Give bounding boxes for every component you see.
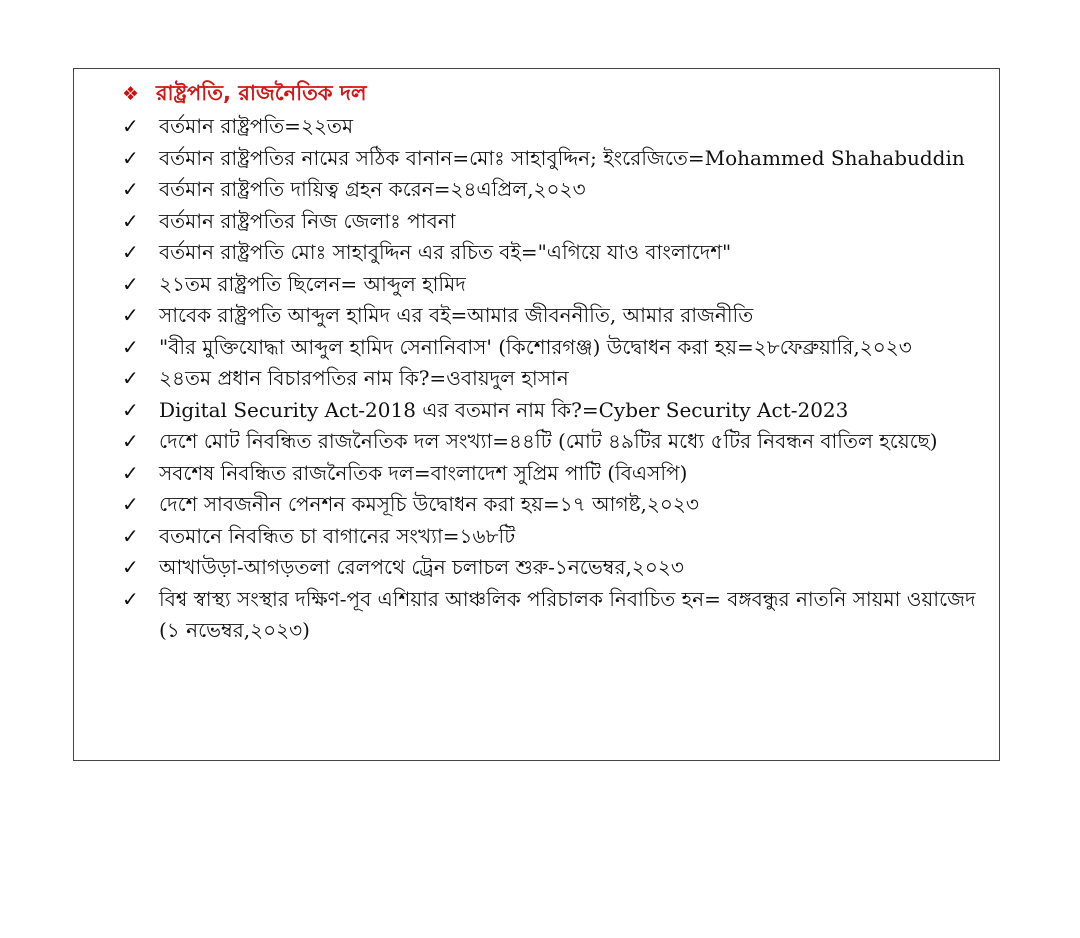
list-item-text: Digital Security Act-2018 এর বতমান নাম কি?=Cyber Security Act-2023 — [159, 397, 849, 422]
checkmark-icon: ✓ — [122, 492, 139, 516]
list-item — [122, 269, 982, 301]
fact-list — [122, 111, 982, 647]
list-item — [122, 489, 982, 521]
list-item — [122, 363, 982, 395]
checkmark-icon: ✓ — [122, 397, 139, 422]
list-item-text: ২৪তম প্রধান বিচারপতির নাম কি?=ওবায়দুল হাসান — [159, 366, 569, 390]
list-item — [122, 143, 982, 175]
list-item — [122, 111, 982, 143]
list-item-text: বর্তমান রাষ্ট্রপতি দায়িত্ব গ্রহন করেন=২৪এপ্রিল,২০২৩ — [159, 177, 586, 201]
list-item-text: সাবেক রাষ্ট্রপতি আব্দুল হামিদ এর বই=আমার জীবননীতি, আমার রাজনীতি — [159, 303, 754, 327]
list-item-text: বিশ্ব স্বাস্থ্য সংস্থার দক্ষিণ-পূব এশিয়ার আঞ্চলিক পরিচালক নিবাচিত হন= বঙ্গবন্ধুর নাতনি সায়মা ওয়াজেদ (১ নভেম্বর,২০২৩) — [159, 586, 976, 642]
list-item — [122, 174, 982, 206]
list-item-text: ২১তম রাষ্ট্রপতি ছিলেন= আব্দুল হামিদ — [159, 271, 466, 296]
list-item — [122, 552, 982, 584]
list-item-text: দেশে মোট নিবন্ধিত রাজনৈতিক দল সংখ্যা=৪৪টি (মোট ৪৯টির মধ্যে ৫টির নিবন্ধন বাতিল হয়েছে) — [159, 429, 938, 453]
list-item — [122, 521, 982, 553]
list-item — [122, 458, 982, 490]
list-item-text: বতমানে নিবন্ধিত চা বাগানের সংখ্যা=১৬৮টি — [159, 523, 516, 548]
list-item-text: বর্তমান রাষ্ট্রপতির নিজ জেলাঃ পাবনা — [159, 208, 456, 233]
list-item — [122, 584, 982, 647]
list-item-text: আখাউড়া-আগড়তলা রেলপথে ট্রেন চলাচল শুরু-১নভেম্বর,২০২৩ — [159, 555, 684, 579]
checkmark-icon: ✓ — [122, 303, 139, 327]
diamond-bullet-icon: ❖ — [122, 82, 140, 105]
checkmark-icon: ✓ — [122, 555, 139, 579]
checkmark-icon: ✓ — [122, 271, 139, 296]
list-item — [122, 206, 982, 238]
list-item-text: বর্তমান রাষ্ট্রপতি=২২তম — [159, 114, 354, 138]
list-item — [122, 237, 982, 269]
list-item-text: সবশেষ নিবন্ধিত রাজনৈতিক দল=বাংলাদেশ সুপ্রিম পাটি (বিএসপি) — [159, 460, 688, 485]
list-item — [122, 332, 982, 364]
list-item-text: দেশে সাবজনীন পেনশন কমসূচি উদ্বোধন করা হয়=১৭ আগষ্ট,২০২৩ — [159, 492, 699, 516]
list-item — [122, 300, 982, 332]
checkmark-icon: ✓ — [122, 366, 139, 390]
checkmark-icon: ✓ — [122, 114, 139, 138]
list-item-text: বর্তমান রাষ্ট্রপতি মোঃ সাহাবুদ্দিন এর রচিত বই="এগিয়ে যাও বাংলাদেশ" — [159, 240, 732, 264]
section-title: রাষ্ট্রপতি, রাজনৈতিক দল — [156, 80, 367, 105]
list-item — [122, 426, 982, 458]
checkmark-icon: ✓ — [122, 429, 139, 453]
checkmark-icon: ✓ — [122, 523, 139, 548]
list-item — [122, 395, 982, 427]
checkmark-icon: ✓ — [122, 177, 139, 201]
section-heading — [122, 77, 367, 111]
content-box — [73, 68, 1000, 761]
checkmark-icon: ✓ — [122, 240, 139, 264]
list-item-text: "বীর মুক্তিযোদ্ধা আব্দুল হামিদ সেনানিবাস' (কিশোরগঞ্জ) উদ্বোধন করা হয়=২৮ফেব্রুয়ারি,২০২৩ — [159, 334, 912, 359]
list-item-text: বর্তমান রাষ্ট্রপতির নামের সঠিক বানান=মোঃ সাহাবুদ্দিন; ইংরেজিতে=Mohammed Shahabuddin — [159, 145, 965, 170]
checkmark-icon: ✓ — [122, 145, 139, 170]
checkmark-icon: ✓ — [122, 208, 139, 233]
checkmark-icon: ✓ — [122, 334, 139, 359]
checkmark-icon: ✓ — [122, 460, 139, 485]
checkmark-icon: ✓ — [122, 586, 139, 611]
